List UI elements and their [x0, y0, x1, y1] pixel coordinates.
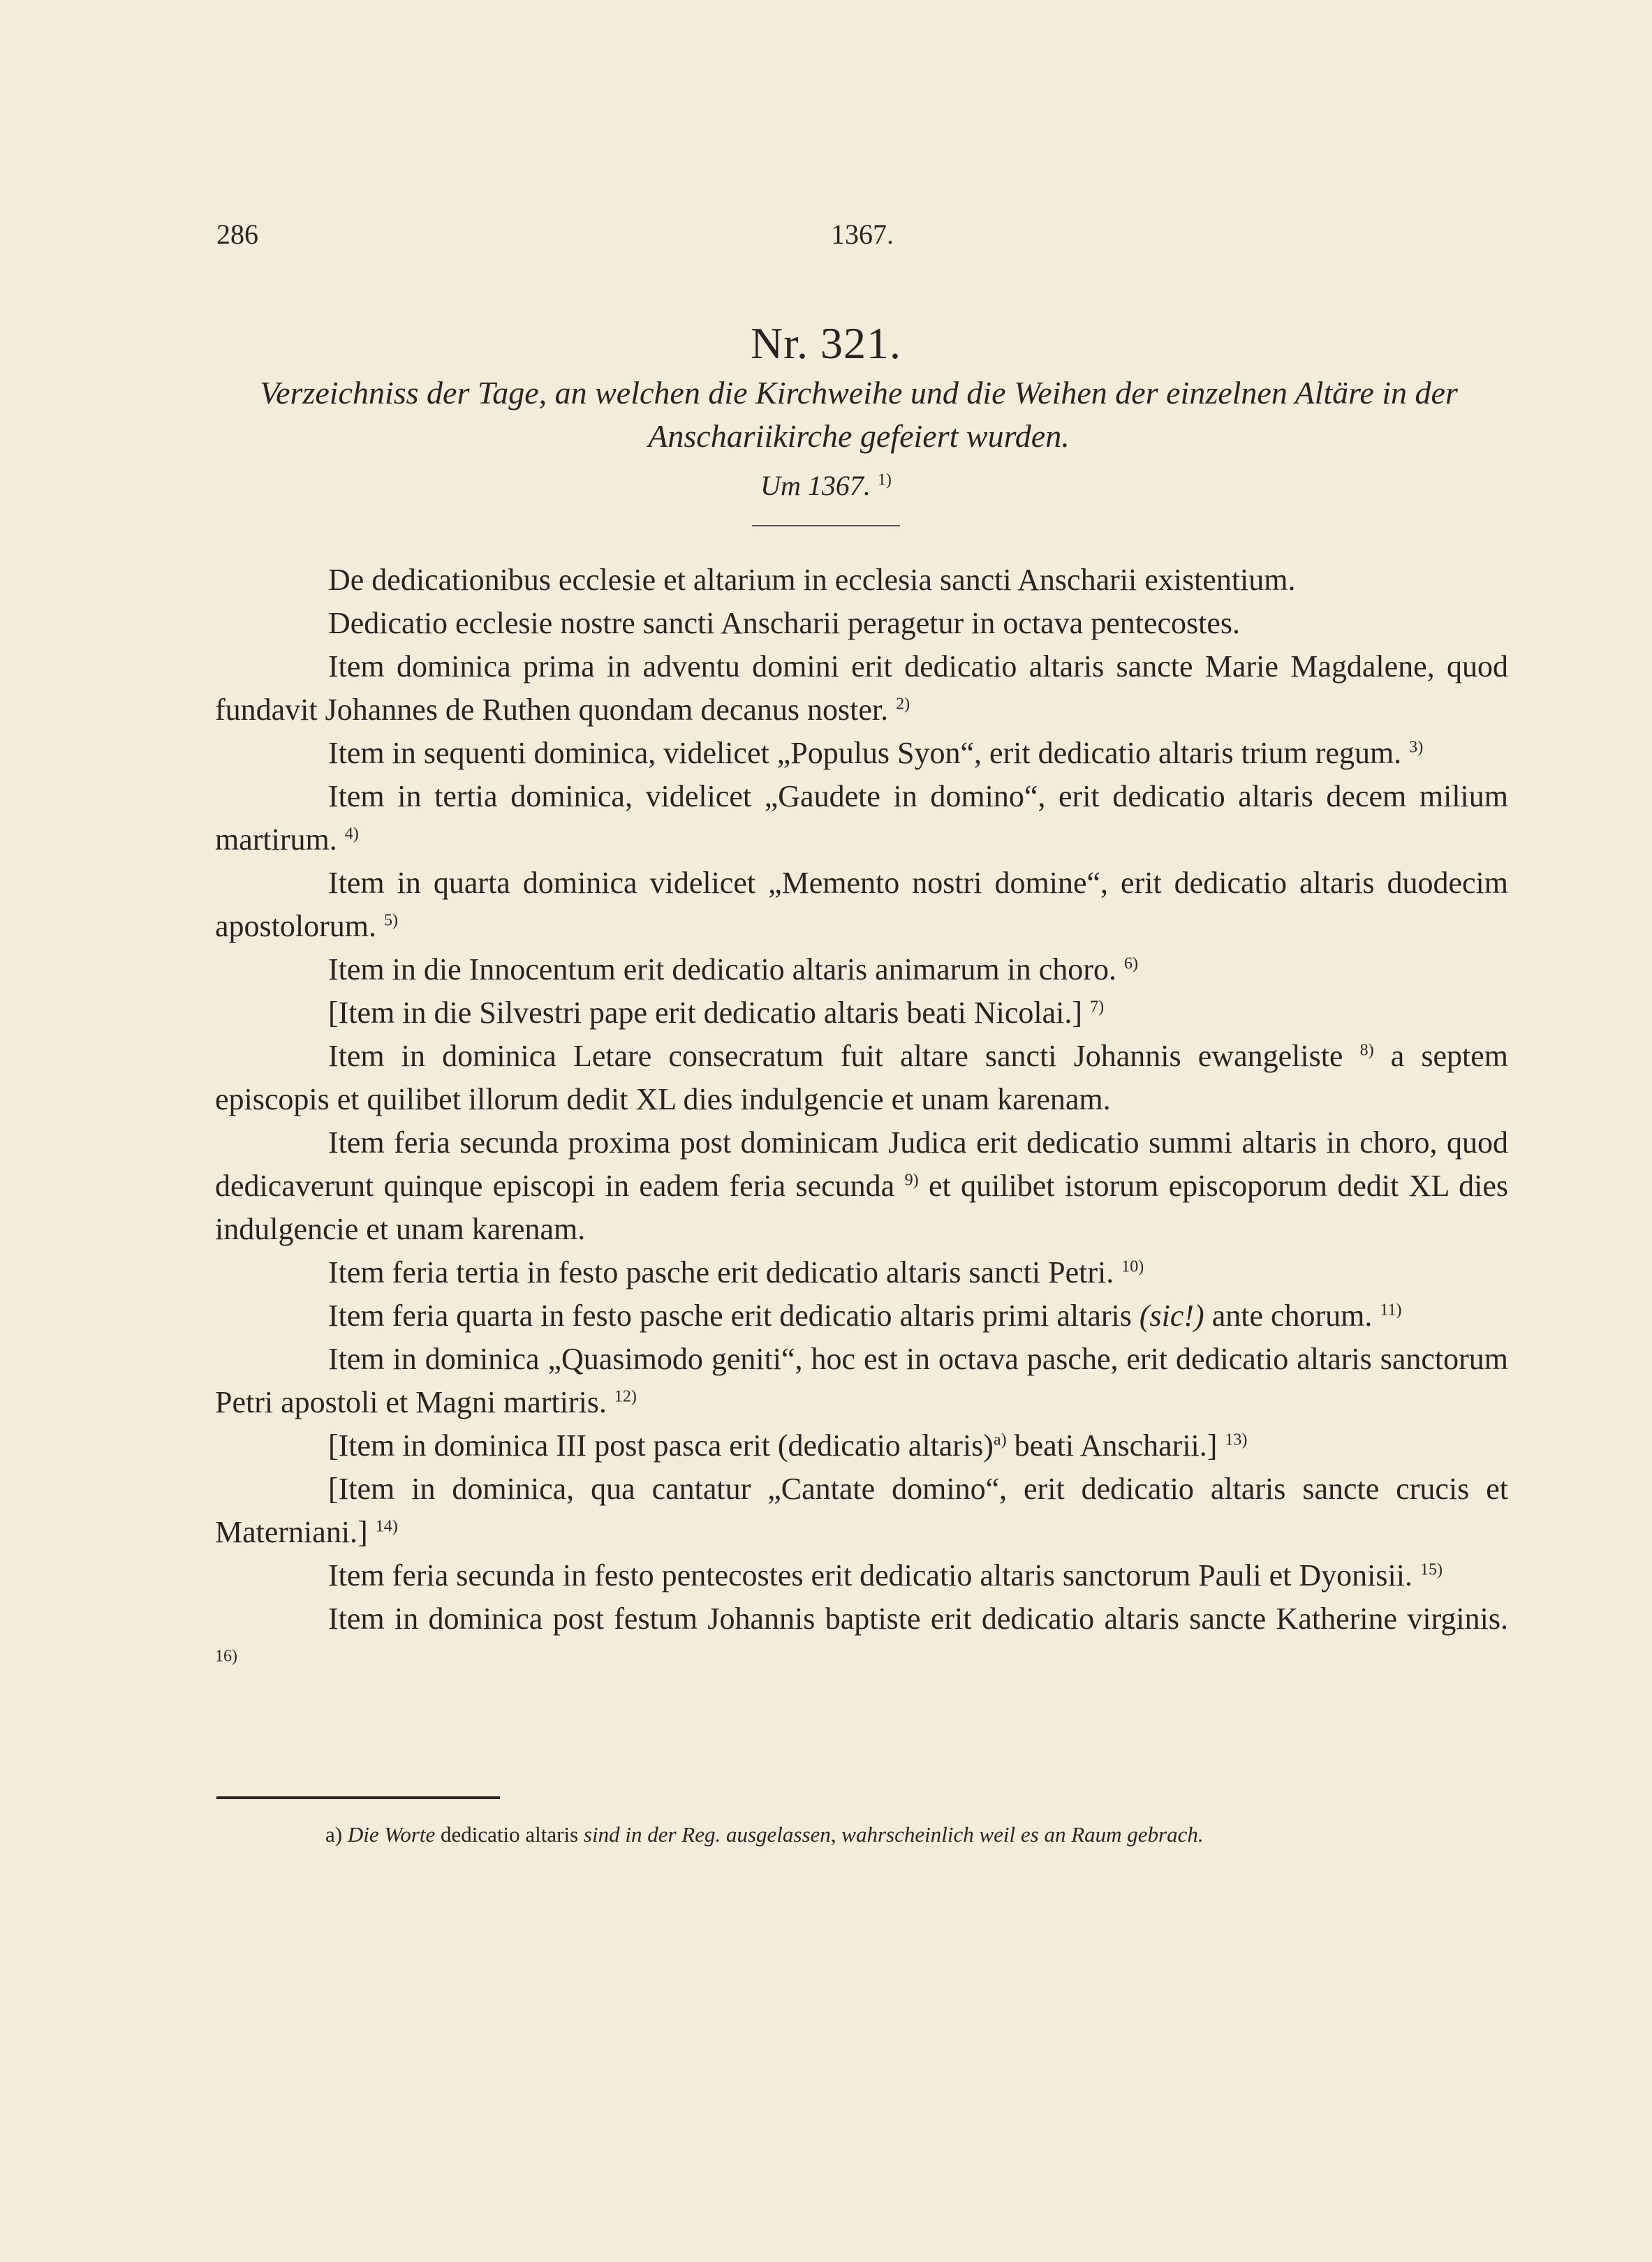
running-year: 1367. [831, 219, 894, 250]
paragraph-text: beati Anscharii.] [1006, 1428, 1225, 1463]
paragraph-text: Item feria tertia in festo pasche erit dedicatio altaris sancti Petri. [328, 1255, 1122, 1289]
paragraph [215, 559, 1508, 602]
paragraph-text: (sic!) [1139, 1299, 1204, 1333]
paragraph [215, 775, 1508, 862]
paragraph-text: Item dominica prima in adventu domini erit dedicatio altaris sancte Marie Magdalene, quod fundavit Johannes de Ruthen quondam decanus noster. [215, 649, 1508, 727]
page-number: 286 [216, 219, 258, 250]
paragraph [215, 1554, 1508, 1597]
footnote-ref: 14) [375, 1517, 398, 1536]
paragraph-text: [Item in dominica III post pasca erit (dedicatio altaris) [328, 1428, 994, 1463]
document-body [215, 559, 1508, 1684]
paragraph [215, 1121, 1508, 1251]
footnote-ref: 9) [904, 1171, 919, 1190]
document-date [0, 469, 1652, 502]
paragraph [215, 862, 1508, 948]
paragraph [215, 1294, 1508, 1338]
paragraph-text: Item feria secunda in festo pentecostes erit dedicatio altaris sanctorum Pauli et Dyonisii. [328, 1558, 1420, 1592]
footnote-ref: 6) [1123, 954, 1138, 973]
paragraph-text: Item in dominica Letare consecratum fuit altare sancti Johannis ewangeliste [328, 1039, 1360, 1073]
paragraph-text: ante chorum. [1204, 1299, 1380, 1333]
footnote-ref: a) [993, 1431, 1007, 1449]
paragraph-text: Item feria secunda proxima post dominicam Judica erit dedicatio summi altaris in choro, quod dedicaverunt quinque episcopi in eadem feria secunda [215, 1125, 1508, 1203]
paragraph-text: Item in die Innocentum erit dedicatio altaris animarum in choro. [328, 952, 1124, 986]
paragraph [215, 1035, 1508, 1121]
document-title: Verzeichniss der Tage, an welchen die Kirchweihe und die Weihen der einzelnen Altäre in der Anschariikirche gefeiert wurden. [260, 375, 1458, 454]
footnote-ref: 10) [1121, 1257, 1144, 1276]
paragraph [215, 991, 1508, 1035]
footnote-marker: a) [325, 1822, 348, 1847]
paragraph-text: [Item in dominica, qua cantatur „Cantate domino“, erit dedicatio altaris sancte crucis et Materniani.] [215, 1472, 1508, 1549]
title-divider [752, 525, 900, 526]
document-date-text: Um 1367. [760, 470, 871, 501]
paragraph-text: Item in dominica post festum Johannis baptiste erit dedicatio altaris sancte Katherine virginis. [328, 1602, 1508, 1636]
footnote-ref: 2) [896, 695, 910, 714]
document-number: Nr. 321. [751, 318, 901, 368]
paragraph-text: Dedicatio ecclesie nostre sancti Anscharii peragetur in octava pentecostes. [328, 606, 1241, 640]
paragraph [215, 1251, 1508, 1294]
paragraph-text: Item in dominica „Quasimodo geniti“, hoc est in octava pasche, erit dedicatio altaris sanctorum Petri apostoli et Magni martiris. [215, 1342, 1508, 1419]
paragraph [215, 732, 1508, 775]
footnote-ref: 16) [215, 1647, 237, 1666]
paragraph-text: et quilibet istorum episcoporum dedit XL dies indulgencie et unam karenam. [215, 1169, 1508, 1246]
paragraph-text: a septem episcopis et quilibet illorum dedit XL dies indulgencie et unam karenam. [215, 1039, 1508, 1116]
paragraph [215, 1338, 1508, 1424]
paragraph-text: Item in quarta dominica videlicet „Memento nostri domine“, erit dedicatio altaris duodecim apostolorum. [215, 866, 1508, 943]
paragraph [215, 645, 1508, 732]
footnote-ref: 4) [344, 825, 359, 843]
footnote-text: Die Worte [347, 1822, 436, 1847]
paragraph-text: De dedicationibus ecclesie et altarium in ecclesia sancti Anscharii existentium. [328, 563, 1296, 597]
footnote-ref: 8) [1359, 1041, 1374, 1060]
footnote [325, 1821, 1512, 1849]
footnote-ref: 11) [1380, 1301, 1402, 1320]
footnote-text: dedicatio altaris [435, 1822, 584, 1847]
footnote-ref: 5) [383, 911, 398, 930]
footnote-divider [216, 1796, 500, 1799]
paragraph [215, 948, 1508, 991]
footnote-ref: 15) [1419, 1560, 1443, 1579]
paragraph [215, 1468, 1508, 1554]
footnote-ref: 12) [614, 1387, 637, 1406]
paragraph [215, 602, 1508, 645]
footnote-ref: 3) [1409, 738, 1424, 757]
paragraph-text: [Item in die Silvestri pape erit dedicatio altaris beati Nicolai.] [328, 996, 1091, 1030]
document-date-footnote-ref: 1) [877, 471, 892, 489]
footnote-ref: 7) [1090, 998, 1105, 1017]
footnote-text: sind in der Reg. ausgelassen, wahrscheinlich weil es an Raum gebrach. [583, 1822, 1204, 1847]
paragraph [215, 1597, 1508, 1684]
running-head [216, 218, 1508, 253]
paragraph-text: Item in sequenti dominica, videlicet „Populus Syon“, erit dedicatio altaris trium regum. [328, 736, 1410, 770]
paragraph [215, 1424, 1508, 1468]
paragraph-text: Item feria quarta in festo pasche erit dedicatio altaris primi altaris [328, 1299, 1140, 1333]
paragraph-text: Item in tertia dominica, videlicet „Gaudete in domino“, erit dedicatio altaris decem milium martirum. [215, 779, 1508, 857]
footnote-ref: 13) [1225, 1431, 1248, 1449]
